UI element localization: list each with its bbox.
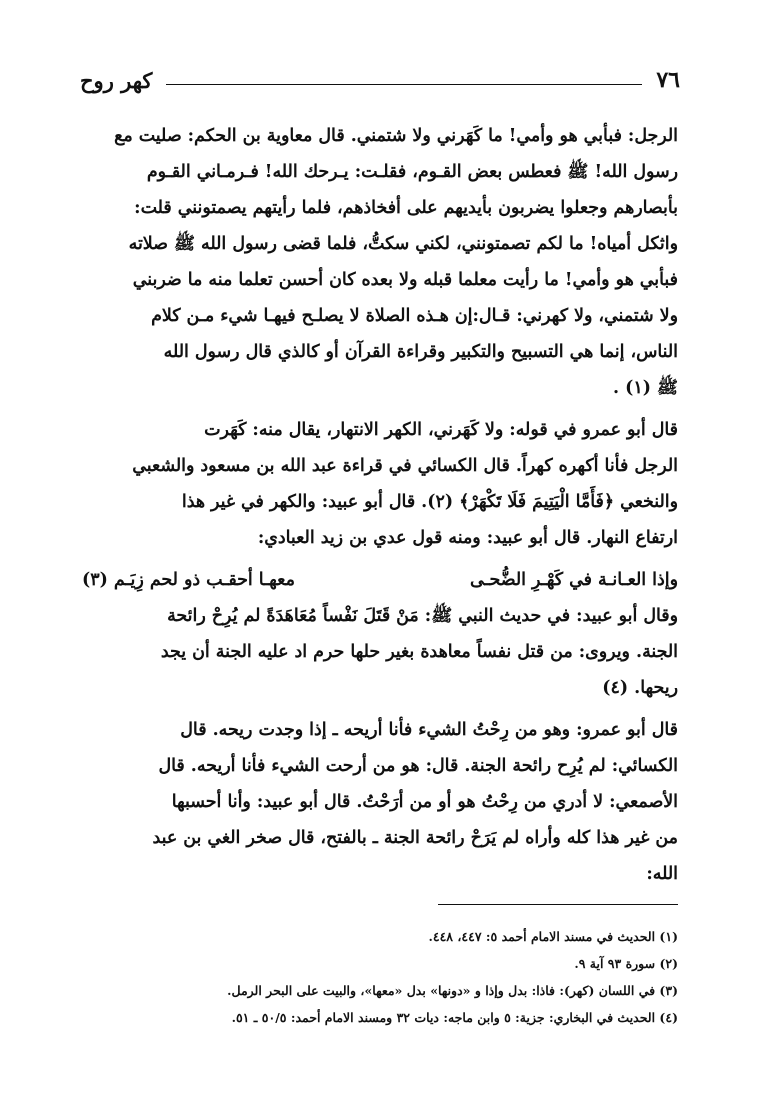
text-line: الناس، إنما هي التسبيح والتكبير وقراءة القرآن أو كالذي قال رسول الله <box>163 342 678 362</box>
text-line: ارتفاع النهار. قال أبو عبيد: ومنه قول عدي بن زيد العبادي: <box>257 528 678 548</box>
poetry-verse <box>82 562 678 598</box>
paragraph-3 <box>82 598 678 706</box>
footnote-2: (٢) سورة ٩٣ آية ٩. <box>574 956 678 971</box>
text-line: الكسائي: لم يُرِح رائحة الجنة. قال: هو من أرحت الشيء فأنا أريحه. قال <box>158 756 678 776</box>
text-line: الأصمعي: لا أدري من رِحْتُ هو أو من أرَحْتُ. قال أبو عبيد: وأنا أحسبها <box>171 792 678 812</box>
footnote-3: (٣) في اللسان (كهر): فاذا: بدل وإذا و «دونها» بدل «معها»، والبيت على البحر الرمل. <box>227 983 678 998</box>
main-text <box>82 118 678 892</box>
verse-second-hemistich: معهـا أحقـب ذو لحم زِيَـم (٣) <box>82 570 295 590</box>
paragraph-4 <box>82 712 678 892</box>
text-line: الرجل: فبأبي هو وأمي! ما كَهَرني ولا شتمني. قال معاوية بن الحكم: صليت مع <box>114 126 678 146</box>
text-line: واثكل أمياه! ما لكم تصمتونني، لكني سكتُّ، فلما قضى رسول الله ﷺ صلاته <box>128 234 678 254</box>
text-line: ولا شتمني، ولا كهرني: قـال:إن هـذه الصلاة لا يصلـح فيهـا شيء مـن كلام <box>151 306 678 326</box>
paragraph-2 <box>82 412 678 556</box>
text-line: الجنة. ويروى: من قتل نفساً معاهدة بغير حلها حرم اد عليه الجنة أن يجد <box>160 642 678 662</box>
header-rule <box>166 84 642 85</box>
footnote-divider <box>438 904 678 905</box>
page-number: ٧٦ <box>656 67 680 93</box>
text-line: وقال أبو عبيد: في حديث النبي ﷺ: مَنْ قَتَلَ نَفْساً مُعَاهَدَةً لم يُرِحْ رائحة <box>167 606 678 626</box>
text-line: بأبصارهم وجعلوا يضربون بأيديهم على أفخاذهم، فلما رأيتهم يصمتونني قلت: <box>134 198 678 218</box>
footnotes <box>90 904 678 1031</box>
text-line: الله: <box>646 864 678 884</box>
text-line: قال أبو عمرو: وهو من رِحْتُ الشيء فأنا أريحه ـ إذا وجدت ريحه. قال <box>180 720 678 740</box>
text-line: ﷺ (١) . <box>613 378 678 398</box>
text-line: الرجل فأنا أكهره كهراً. قال الكسائي في قراءة عبد الله بن مسعود والشعبي <box>132 456 678 476</box>
text-line: رسول الله! ﷺ فعطس بعض القـوم، فقلـت: يـرحك الله! فـرمـاني القـوم <box>146 162 678 182</box>
footnote-1: (١) الحديث في مسند الامام أحمد ٥: ٤٤٧، ٤٤٨. <box>428 929 678 944</box>
text-line: قال أبو عمرو في قوله: ولا كَهَرني، الكهر الانتهار، يقال منه: كَهَرت <box>204 420 678 440</box>
paragraph-1 <box>82 118 678 406</box>
page-header <box>80 62 680 98</box>
running-title: كهر روح <box>80 67 153 93</box>
text-line: ريحها. (٤) <box>602 678 678 698</box>
text-line: فبأبي هو وأمي! ما رأيت معلما قبله ولا بعده كان أحسن تعلما منه ما ضربني <box>132 270 678 290</box>
footnote-4: (٤) الحديث في البخاري: جزية: ٥ وابن ماجه: ديات ٣٢ ومسند الامام أحمد: ٥٠/٥ ـ ٥١. <box>231 1010 678 1025</box>
text-line: والنخعي ﴿فَأَمَّا الْيَتِيمَ فَلَا تَكْهَرْ﴾ (٢). قال أبو عبيد: والكهر في غير هذا <box>181 492 678 512</box>
text-line: من غير هذا كله وأراه لم يَرَحْ رائحة الجنة ـ بالفتح، قال صخر الغي بن عبد <box>152 828 678 848</box>
verse-first-hemistich: وإذا العـانـة في كَهْـرِ الضُّحـى <box>469 570 678 590</box>
